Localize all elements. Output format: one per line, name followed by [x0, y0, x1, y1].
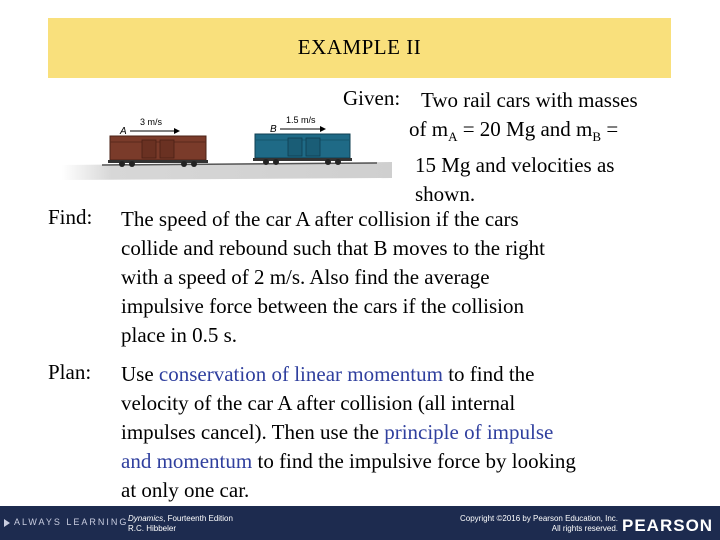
highlight-principle: principle of impulse — [384, 420, 554, 444]
find-line-4: impulsive force between the cars if the collision — [121, 294, 524, 318]
plan-text — [121, 360, 651, 505]
speed-a: 3 m/s — [140, 117, 163, 127]
plan-line-1: Use conservation of linear momentum to find the — [121, 362, 535, 386]
author: R.C. Hibbeler — [128, 524, 177, 533]
car-b — [253, 134, 352, 165]
given-line-3: 15 Mg and velocities as — [415, 153, 615, 178]
find-line-3: with a speed of 2 m/s. Also find the average — [121, 265, 490, 289]
speed-b: 1.5 m/s — [286, 115, 316, 125]
arrow-icon — [4, 519, 10, 527]
given-line-2: of $m_A = 20$ Mg and $m_B$ = — [409, 117, 619, 145]
find-line-2: collide and rebound such that B moves to the right — [121, 236, 545, 260]
find-line-1: The speed of the car A after collision if the cars — [121, 207, 519, 231]
label-a: A — [120, 126, 127, 137]
title-bar — [48, 18, 671, 78]
label-b: B — [270, 124, 277, 135]
plan-label: Plan: — [48, 360, 92, 384]
find-text — [121, 205, 641, 350]
copyright: Copyright ©2016 by Pearson Education, Inc. All rights reserved. — [460, 514, 618, 533]
car-a — [108, 136, 208, 167]
rail-cars-illustration — [62, 110, 392, 188]
given-line-1: Two rail cars with masses — [421, 88, 638, 112]
plan-line-3: impulses cancel). Then use the principle of impulse — [121, 420, 554, 444]
plan-line-4: and momentum to find the impulsive force by looking — [121, 449, 576, 473]
given-label: Given: — [343, 86, 401, 110]
find-label: Find: — [48, 205, 93, 229]
pearson-logo: PEARSON — [622, 516, 714, 535]
find-line-5: place in 0.5 s. — [121, 323, 238, 347]
footer — [0, 506, 720, 540]
given-text — [409, 86, 638, 209]
given-line-4: shown. — [415, 182, 476, 207]
highlight-momentum: and momentum — [121, 449, 253, 473]
page-title: EXAMPLE II — [297, 35, 422, 59]
plan-line-5: at only one car. — [121, 478, 250, 502]
book-info: Dynamics, Fourteenth Edition R.C. Hibbeler — [128, 514, 233, 533]
highlight-conservation: conservation of linear momentum — [158, 362, 443, 386]
always-learning-logo: ALWAYS LEARNING — [14, 517, 129, 527]
plan-line-2: velocity of the car A after collision (all internal — [121, 391, 516, 415]
